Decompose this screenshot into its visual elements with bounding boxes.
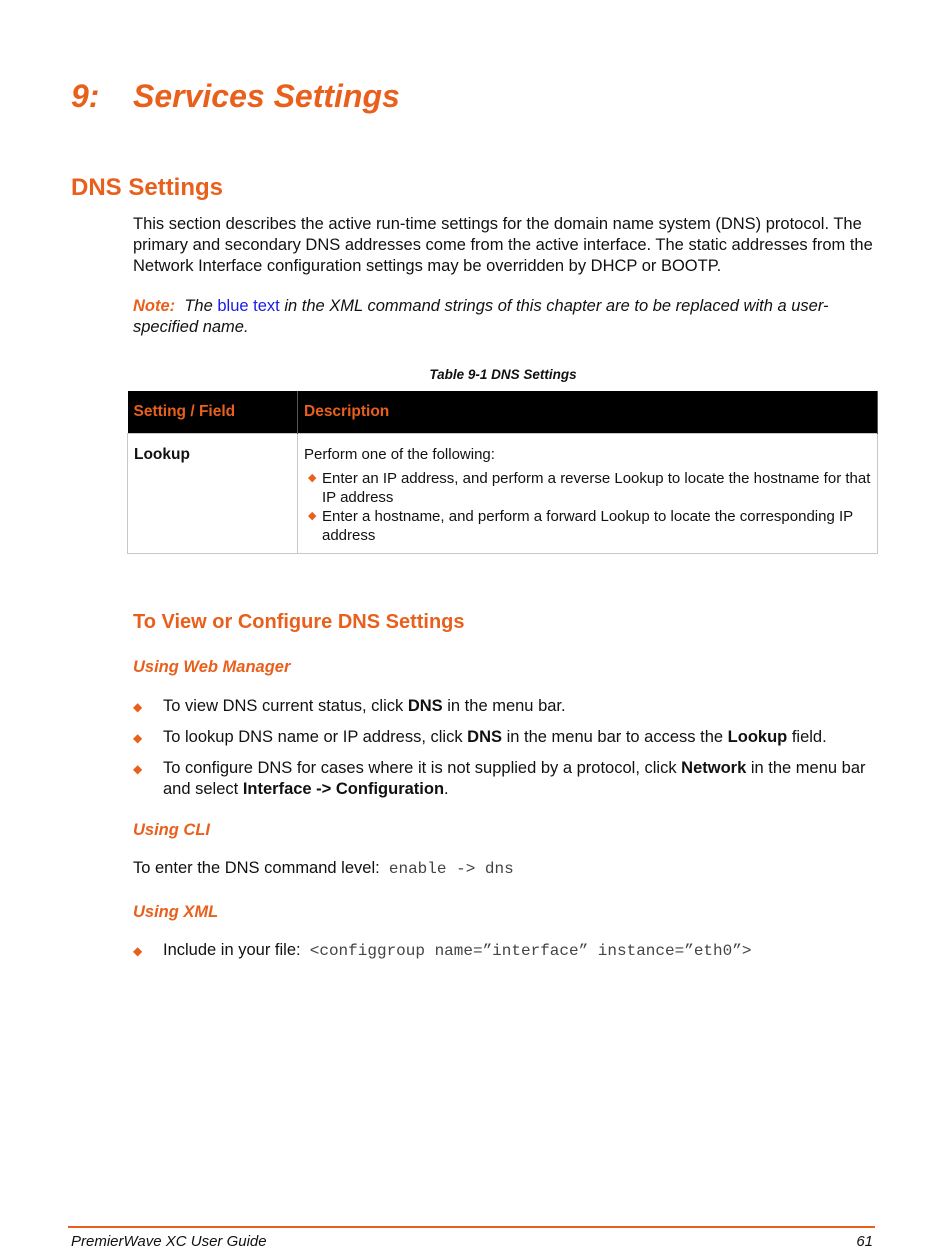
bullet-text-pre: To configure DNS for cases where it is not supplied by a protocol, click <box>163 759 682 777</box>
cli-heading: Using CLI <box>133 821 210 839</box>
diamond-bullet-icon: ◆ <box>308 472 317 484</box>
cli-code: enable -> dns <box>388 860 514 878</box>
bullet-text-post: field. <box>787 728 827 746</box>
footer-title: PremierWave XC User Guide <box>71 1233 267 1250</box>
xml-code: <configgroup name=”interface” instance=”eth0”> <box>309 942 752 960</box>
note-blue-text: blue text <box>217 297 280 315</box>
bullet-text-mid: in the menu bar and select <box>163 759 866 798</box>
bullet-bold-interface: Interface -> Configuration <box>242 780 445 798</box>
note-post: in the XML command strings of this chapter are to be replaced with a user-specified name. <box>133 297 829 336</box>
bullet-text-pre: To view DNS current status, click <box>163 697 408 715</box>
subsection-heading: To View or Configure DNS Settings <box>133 611 465 633</box>
diamond-bullet-icon: ◆ <box>308 510 317 522</box>
chapter-number: 9: <box>71 78 100 114</box>
table-caption: Table 9-1 DNS Settings <box>429 367 577 382</box>
diamond-bullet-icon: ◆ <box>133 700 143 714</box>
bullet-bold-network: Network <box>681 759 747 777</box>
table-cell-field: Lookup <box>128 434 298 554</box>
diamond-bullet-icon: ◆ <box>133 944 143 958</box>
bullet-bold-dns: DNS <box>467 728 503 746</box>
chapter-title <box>71 78 400 115</box>
xml-bullet <box>133 940 893 962</box>
table-row <box>128 434 878 554</box>
list-item <box>304 507 871 545</box>
bullet-text <box>163 727 893 748</box>
description-intro: Perform one of the following: <box>304 446 495 463</box>
dns-settings-table <box>127 391 878 554</box>
web-manager-bullet-1 <box>133 696 893 717</box>
web-manager-bullet-3 <box>133 758 893 800</box>
web-manager-heading: Using Web Manager <box>133 658 291 676</box>
cli-paragraph <box>133 858 893 880</box>
table-header-description: Description <box>298 391 878 434</box>
list-item-text: Enter a hostname, and perform a forward Lookup to locate the corresponding IP address <box>322 508 853 544</box>
bullet-text <box>163 758 893 800</box>
bullet-text-post: . <box>444 780 449 798</box>
table-header-row <box>128 391 878 434</box>
diamond-bullet-icon: ◆ <box>133 762 143 776</box>
footer-rule <box>68 1226 875 1228</box>
bullet-text-pre: To lookup DNS name or IP address, click <box>163 728 468 746</box>
xml-text: Include in your file: <box>163 941 301 959</box>
page-number: 61 <box>856 1233 873 1250</box>
diamond-bullet-icon: ◆ <box>133 731 143 745</box>
intro-paragraph: This section describes the active run-time settings for the domain name system (DNS) protocol. The primary and secondary DNS addresses come from the active interface. The static addresses from the Network Interface configuration settings may be overridden by DHCP or BOOTP. <box>133 215 873 275</box>
note-paragraph <box>133 296 893 338</box>
table-cell-description <box>298 434 878 554</box>
section-heading: DNS Settings <box>71 174 224 201</box>
xml-heading: Using XML <box>133 903 219 921</box>
note-pre: The <box>184 297 218 315</box>
web-manager-bullet-2 <box>133 727 893 748</box>
cli-text: To enter the DNS command level: <box>133 859 380 877</box>
bullet-bold-dns: DNS <box>407 697 443 715</box>
bullet-text <box>163 696 893 717</box>
description-list <box>304 469 871 545</box>
list-item-text: Enter an IP address, and perform a reverse Lookup to locate the hostname for that IP address <box>322 470 871 506</box>
table-header-field: Setting / Field <box>128 391 298 434</box>
bullet-text <box>163 940 893 962</box>
bullet-text-mid: in the menu bar to access the <box>502 728 728 746</box>
chapter-title-text: Services Settings <box>133 78 400 114</box>
bullet-bold-lookup: Lookup <box>727 728 788 746</box>
bullet-text-post: in the menu bar. <box>442 697 566 715</box>
list-item <box>304 469 871 507</box>
note-label: Note: <box>133 297 176 315</box>
